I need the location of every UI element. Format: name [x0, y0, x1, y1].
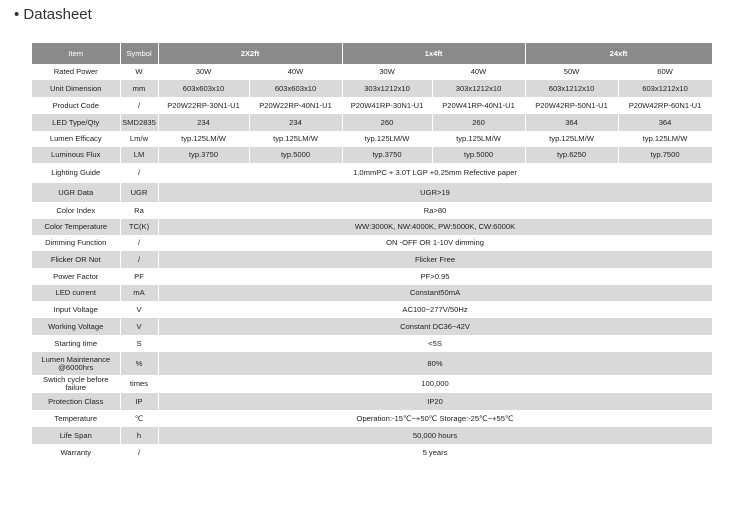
row-value-cell: typ.125LM/W — [249, 131, 342, 147]
header-item: Item — [32, 43, 120, 64]
row-value-cell: typ.125LM/W — [342, 131, 432, 147]
row-value-cell: 40W — [432, 64, 525, 80]
row-symbol: IP — [120, 393, 158, 410]
row-symbol: SMD2835 — [120, 114, 158, 131]
row-value-cell: P20W22RP-40N1-U1 — [249, 97, 342, 114]
row-item-label: Temperature — [32, 410, 120, 427]
table-row — [32, 335, 712, 352]
row-value-cell: P20W42RP-60N1-U1 — [618, 97, 712, 114]
row-item-label: Dimming Function — [32, 235, 120, 251]
row-value-span: ON -OFF OR 1-10V dimming — [158, 235, 712, 251]
table-row — [32, 268, 712, 285]
row-value-cell: 30W — [342, 64, 432, 80]
row-symbol: ℃ — [120, 410, 158, 427]
row-symbol: V — [120, 301, 158, 318]
row-item-label: Lumen Maintenance @6000hrs — [32, 352, 120, 375]
row-item-label: Swtich cycle before failure — [32, 375, 120, 393]
row-item-label: Rated Power — [32, 64, 120, 80]
table-body — [32, 64, 712, 461]
row-item-label: Input Voltage — [32, 301, 120, 318]
row-item-label: Lumen Efficacy — [32, 131, 120, 147]
table-row — [32, 427, 712, 444]
row-symbol: V — [120, 318, 158, 335]
row-symbol: / — [120, 235, 158, 251]
row-item-label: Life Span — [32, 427, 120, 444]
row-value-cell: 603x603x10 — [158, 80, 249, 97]
row-value-span: WW:3000K, NW:4000K, PW:5000K, CW:6000K — [158, 219, 712, 235]
table-row — [32, 163, 712, 183]
row-item-label: Unit Dimension — [32, 80, 120, 97]
row-symbol: W — [120, 64, 158, 80]
row-value-span: Ra>80 — [158, 202, 712, 219]
row-symbol: Lm/w — [120, 131, 158, 147]
row-value-cell: typ.125LM/W — [158, 131, 249, 147]
row-symbol: LM — [120, 147, 158, 163]
row-value-span: <5S — [158, 335, 712, 352]
row-value-span: PF>0.95 — [158, 268, 712, 285]
header-group-2x2ft: 2X2ft — [158, 43, 342, 64]
row-symbol: PF — [120, 268, 158, 285]
row-value-cell: 50W — [525, 64, 618, 80]
row-value-cell: 364 — [525, 114, 618, 131]
table-row — [32, 235, 712, 251]
table-row — [32, 352, 712, 375]
row-value-cell: 260 — [432, 114, 525, 131]
row-value-cell: typ.7500 — [618, 147, 712, 163]
row-value-cell: typ.5000 — [249, 147, 342, 163]
table-row — [32, 147, 712, 163]
table-row — [32, 393, 712, 410]
datasheet-heading: • Datasheet — [14, 6, 92, 23]
row-value-cell: typ.6250 — [525, 147, 618, 163]
row-symbol: mm — [120, 80, 158, 97]
row-item-label: Product Code — [32, 97, 120, 114]
row-value-span: 5 years — [158, 444, 712, 461]
row-value-cell: typ.3750 — [342, 147, 432, 163]
row-item-label: Flicker OR Not — [32, 251, 120, 268]
row-value-cell: 40W — [249, 64, 342, 80]
header-group-24xft: 24xft — [525, 43, 712, 64]
row-item-label: UGR Data — [32, 183, 120, 202]
row-value-span: 1.0mmPC + 3.0T LGP +0.25mm Refective paper — [158, 163, 712, 183]
row-value-cell: 303x1212x10 — [342, 80, 432, 97]
row-value-cell: typ.125LM/W — [618, 131, 712, 147]
row-value-cell: 234 — [158, 114, 249, 131]
table-row — [32, 202, 712, 219]
table-header-row — [32, 43, 712, 64]
row-item-label: Working Voltage — [32, 318, 120, 335]
table-row — [32, 444, 712, 461]
table-row — [32, 114, 712, 131]
row-value-cell: P20W22RP-30N1-U1 — [158, 97, 249, 114]
row-symbol: / — [120, 97, 158, 114]
table-row — [32, 219, 712, 235]
row-value-span: IP20 — [158, 393, 712, 410]
table-row — [32, 251, 712, 268]
table-row — [32, 318, 712, 335]
row-symbol: / — [120, 251, 158, 268]
row-symbol: S — [120, 335, 158, 352]
row-value-span: 50,000 hours — [158, 427, 712, 444]
row-value-cell: 260 — [342, 114, 432, 131]
row-symbol: TC(K) — [120, 219, 158, 235]
table-row — [32, 410, 712, 427]
row-item-label: Luminous Flux — [32, 147, 120, 163]
row-value-span: UGR>19 — [158, 183, 712, 202]
row-item-label: LED current — [32, 285, 120, 301]
header-group-1x4ft: 1x4ft — [342, 43, 525, 64]
table-row — [32, 285, 712, 301]
table-row — [32, 301, 712, 318]
row-item-label: Starting time — [32, 335, 120, 352]
row-value-cell: typ.125LM/W — [432, 131, 525, 147]
table-row — [32, 80, 712, 97]
row-item-label: Power Factor — [32, 268, 120, 285]
row-value-span: Flicker Free — [158, 251, 712, 268]
row-value-cell: 364 — [618, 114, 712, 131]
row-symbol: mA — [120, 285, 158, 301]
row-symbol: h — [120, 427, 158, 444]
row-symbol: UGR — [120, 183, 158, 202]
row-value-cell: 303x1212x10 — [432, 80, 525, 97]
row-symbol: / — [120, 444, 158, 461]
row-value-span: 100,000 — [158, 375, 712, 393]
row-symbol: Ra — [120, 202, 158, 219]
table-row — [32, 131, 712, 147]
row-value-cell: P20W41RP-30N1-U1 — [342, 97, 432, 114]
row-value-span: Constant50mA — [158, 285, 712, 301]
row-item-label: Color Index — [32, 202, 120, 219]
row-symbol: / — [120, 163, 158, 183]
row-value-cell: 30W — [158, 64, 249, 80]
row-value-cell: 234 — [249, 114, 342, 131]
row-item-label: Warranty — [32, 444, 120, 461]
row-value-cell: 603x603x10 — [249, 80, 342, 97]
table-row — [32, 97, 712, 114]
datasheet-table — [32, 43, 713, 461]
row-value-cell: 603x1212x10 — [525, 80, 618, 97]
row-value-span: AC100~277V/50Hz — [158, 301, 712, 318]
row-value-span: Operation:-15℃~+50℃ Storage:-25℃~+55℃ — [158, 410, 712, 427]
row-value-span: Constant DC36~42V — [158, 318, 712, 335]
row-value-cell: 603x1212x10 — [618, 80, 712, 97]
row-value-cell: typ.125LM/W — [525, 131, 618, 147]
row-value-cell: P20W41RP-40N1-U1 — [432, 97, 525, 114]
row-item-label: Color Temperature — [32, 219, 120, 235]
row-value-cell: typ.3750 — [158, 147, 249, 163]
table-row — [32, 183, 712, 202]
table-row — [32, 375, 712, 393]
header-symbol: Symbol — [120, 43, 158, 64]
row-item-label: Protection Class — [32, 393, 120, 410]
row-symbol: % — [120, 352, 158, 375]
row-symbol: times — [120, 375, 158, 393]
row-value-cell: 60W — [618, 64, 712, 80]
table-row — [32, 64, 712, 80]
row-item-label: LED Type/Qty — [32, 114, 120, 131]
row-item-label: Lighting Guide — [32, 163, 120, 183]
row-value-cell: P20W42RP-50N1-U1 — [525, 97, 618, 114]
row-value-span: 80% — [158, 352, 712, 375]
row-value-cell: typ.5000 — [432, 147, 525, 163]
